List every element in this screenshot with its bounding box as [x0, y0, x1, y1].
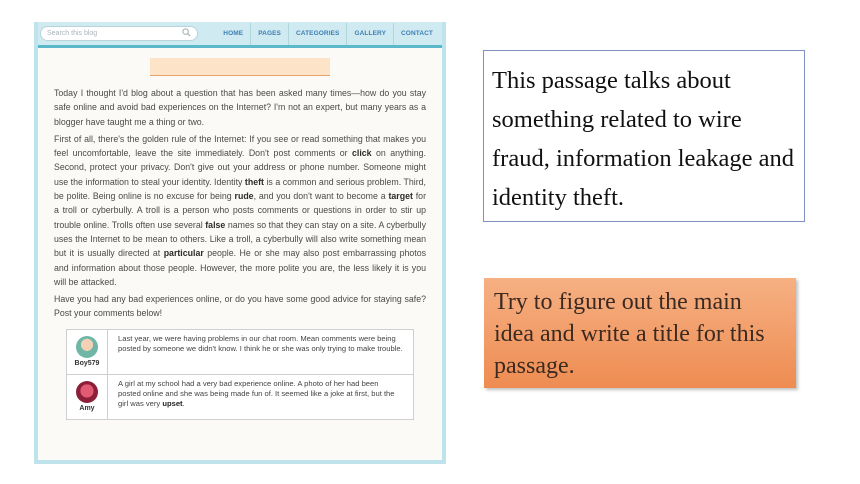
avatar — [76, 381, 98, 403]
comment-username: Boy579 — [74, 360, 100, 368]
keyword-particular: particular — [163, 248, 204, 259]
search-placeholder: Search this blog — [47, 30, 98, 37]
title-blank — [150, 58, 330, 76]
comment-username: Amy — [79, 405, 95, 413]
comment-author — [67, 330, 108, 374]
paragraph-2-text: people. He or she may also post embarrassing photos and information about those people. However, the more polite you are, the less likely it is you will be attacked. — [54, 248, 426, 287]
search-icon[interactable] — [182, 28, 191, 39]
blog-article — [38, 48, 442, 460]
paragraph-3: Have you had any bad experiences online, or do you have some good advice for staying safe? Post your comments below! — [54, 294, 426, 319]
nav-gallery[interactable]: GALLERY — [346, 23, 393, 45]
task-box — [484, 278, 796, 388]
keyword-target: target — [388, 191, 413, 202]
keyword-false: false — [205, 219, 226, 230]
paragraph-2 — [54, 132, 426, 289]
avatar — [76, 336, 98, 358]
paragraph-2-text: on anything. Second, protect your privacy. Don't give out your address or phone number. Someone might use the information to steal your identity. Identity — [54, 148, 426, 187]
comment-text-part: A girl at my school had a very bad experience online. A photo of her had been posted online and she was being made fun of. It seemed like a joke at first, but the girl was very — [118, 378, 395, 409]
nav-contact[interactable]: CONTACT — [393, 23, 440, 45]
nav-menu — [216, 23, 440, 45]
comments-section — [66, 329, 414, 420]
keyword-theft: theft — [244, 176, 264, 187]
task-text: Try to figure out the main idea and write a title for this passage. — [494, 289, 765, 379]
paragraph-2-text: is a common and serious problem. Third, be polite. Being online is no excuse for being — [54, 176, 426, 202]
paragraph-1: Today I thought I'd blog about a question that has been asked many times—how do you stay safe online and avoid bad experiences on the Internet? I'm not an expert, but many years as a blogger have taught me a thing or two. — [54, 88, 426, 127]
paragraph-2-text: for a troll or cyberbully. A troll is a person who posts comments or questions in order to stir up trouble online. Trolls often use several — [54, 191, 427, 230]
comment-text-part: . — [182, 399, 185, 409]
comment-text — [108, 375, 413, 419]
keyword-upset: upset — [162, 399, 183, 409]
paragraph-2-text: First of all, there's the golden rule of the Internet: If you see or read something that makes you feel uncomfortable, leave the site immediately. Don't post comments or — [54, 133, 426, 159]
paragraph-2-text: , and you don't want to become a — [253, 191, 389, 202]
keyword-click: click — [351, 148, 372, 159]
keyword-rude: rude — [234, 191, 254, 202]
search-input[interactable] — [40, 26, 198, 41]
nav-pages[interactable]: PAGES — [250, 23, 288, 45]
nav-home[interactable]: HOME — [223, 29, 244, 37]
blog-nav-bar — [38, 22, 442, 48]
comment-item — [67, 330, 413, 374]
comment-author — [67, 375, 108, 419]
summary-text: This passage talks about something related to wire fraud, information leakage and identity theft. — [492, 67, 795, 211]
paragraph-2-text: names so that they can stay on a site. A cyberbully uses the Internet to be mean to others. Like a troll, a cyberbully will also write something mean but it is usually directed at — [54, 219, 426, 259]
comment-item — [67, 374, 413, 419]
summary-box — [483, 50, 805, 222]
nav-categories[interactable]: CATEGORIES — [288, 23, 347, 45]
comment-text: Last year, we were having problems in our chat room. Mean comments were being posted by someone we didn't know. I think he or she was only trying to make trouble. — [118, 333, 403, 353]
blog-panel — [34, 22, 446, 464]
